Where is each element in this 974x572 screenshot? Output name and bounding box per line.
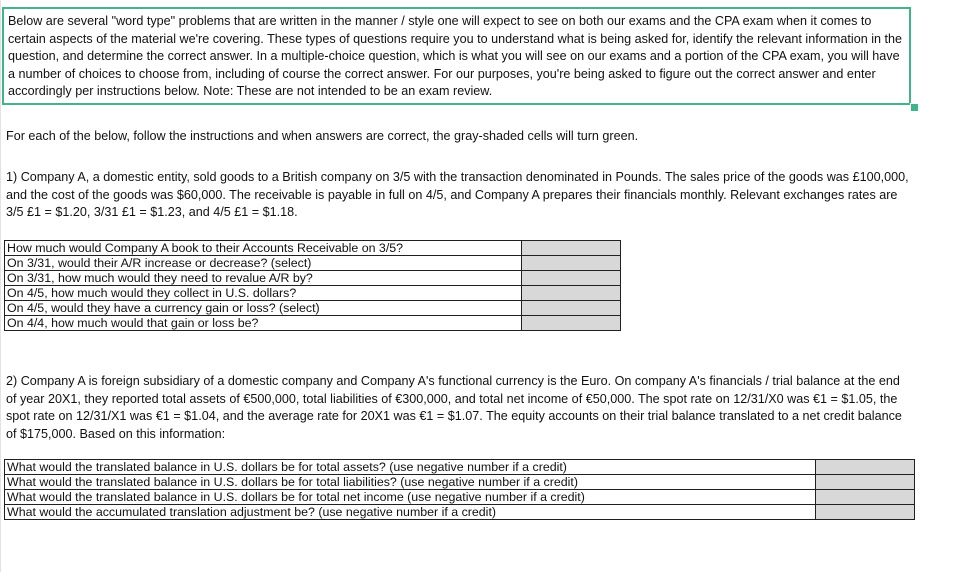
answer-select-cell[interactable] [522,256,621,271]
answer-cell[interactable] [816,505,915,520]
answer-select-cell[interactable] [522,301,621,316]
question-cell: What would the translated balance in U.S. dollars be for total assets? (use negative number if a credit) [5,460,816,475]
table-row [5,271,621,286]
textbox-resize-handle[interactable] [910,103,919,112]
table-row [5,460,915,475]
question-cell: How much would Company A book to their Accounts Receivable on 3/5? [5,241,522,256]
table-row [5,301,621,316]
table-row [5,286,621,301]
answer-cell[interactable] [522,271,621,286]
table-row [5,316,621,331]
question-cell: On 3/31, how much would they need to revalue A/R by? [5,271,522,286]
problem2-text: 2) Company A is foreign subsidiary of a domestic company and Company A's functional currency is the Euro. On company A's financials / trial balance at the end of year 20X1, they reported total assets of €500,000, total liabilities of €300,000, and total net income of €50,000. The spot rate on 12/31/X0 was €1 = $1.05, the spot rate on 12/31/X1 was €1 = $1.04, and the average rate for 20X1 was €1 = $1.07. The equity accounts on their trial balance translated to a net credit balance of $175,000. Based on this information: [6,374,902,441]
intro-text: Below are several "word type" problems that are written in the manner / style one will expect to see on both our exams and the CPA exam when it comes to certain aspects of the material we're covering. These types of questions require you to understand what is being asked for, identify the relevant information in the question, and determine the correct answer. In a multiple-choice question, which is what you will see on our exams and a portion of the CPA exam, you will have a number of choices to choose from, including of course the correct answer. For our purposes, you're being asked to figure out the correct answer and enter accordingly per instructions below. Note: These are not intended to be an exam review. [8,14,903,99]
table-row [5,241,621,256]
intro-textbox[interactable] [2,7,911,105]
question-cell: What would the translated balance in U.S. dollars be for total liabilities? (use negative number if a credit) [5,475,816,490]
question-cell: On 4/5, how much would they collect in U.S. dollars? [5,286,522,301]
problem2-question-table [4,459,915,520]
problem1-text: 1) Company A, a domestic entity, sold goods to a British company on 3/5 with the transaction denominated in Pounds. The sales price of the goods was £100,000, and the cost of the goods was $60,000. The receivable is payable in full on 4/5, and Company A prepares their financials monthly. Relevant exchanges rates are 3/5 £1 = $1.20, 3/31 £1 = $1.23, and 4/5 £1 = $1.18. [6,170,909,220]
table-row [5,475,915,490]
instructions-text: For each of the below, follow the instructions and when answers are correct, the gray-shaded cells will turn green. [6,129,639,143]
answer-cell[interactable] [522,241,621,256]
answer-cell[interactable] [522,316,621,331]
question-cell: On 4/5, would they have a currency gain or loss? (select) [5,301,522,316]
table-row [5,256,621,271]
problem1-question-table [4,240,621,331]
question-cell: What would the accumulated translation adjustment be? (use negative number if a credit) [5,505,816,520]
question-cell: What would the translated balance in U.S. dollars be for total net income (use negative number if a credit) [5,490,816,505]
sheet-left-gridline [0,0,1,572]
question-cell: On 4/4, how much would that gain or loss be? [5,316,522,331]
answer-cell[interactable] [816,475,915,490]
question-cell: On 3/31, would their A/R increase or decrease? (select) [5,256,522,271]
answer-cell[interactable] [522,286,621,301]
answer-cell[interactable] [816,460,915,475]
table-row [5,505,915,520]
table-row [5,490,915,505]
answer-cell[interactable] [816,490,915,505]
